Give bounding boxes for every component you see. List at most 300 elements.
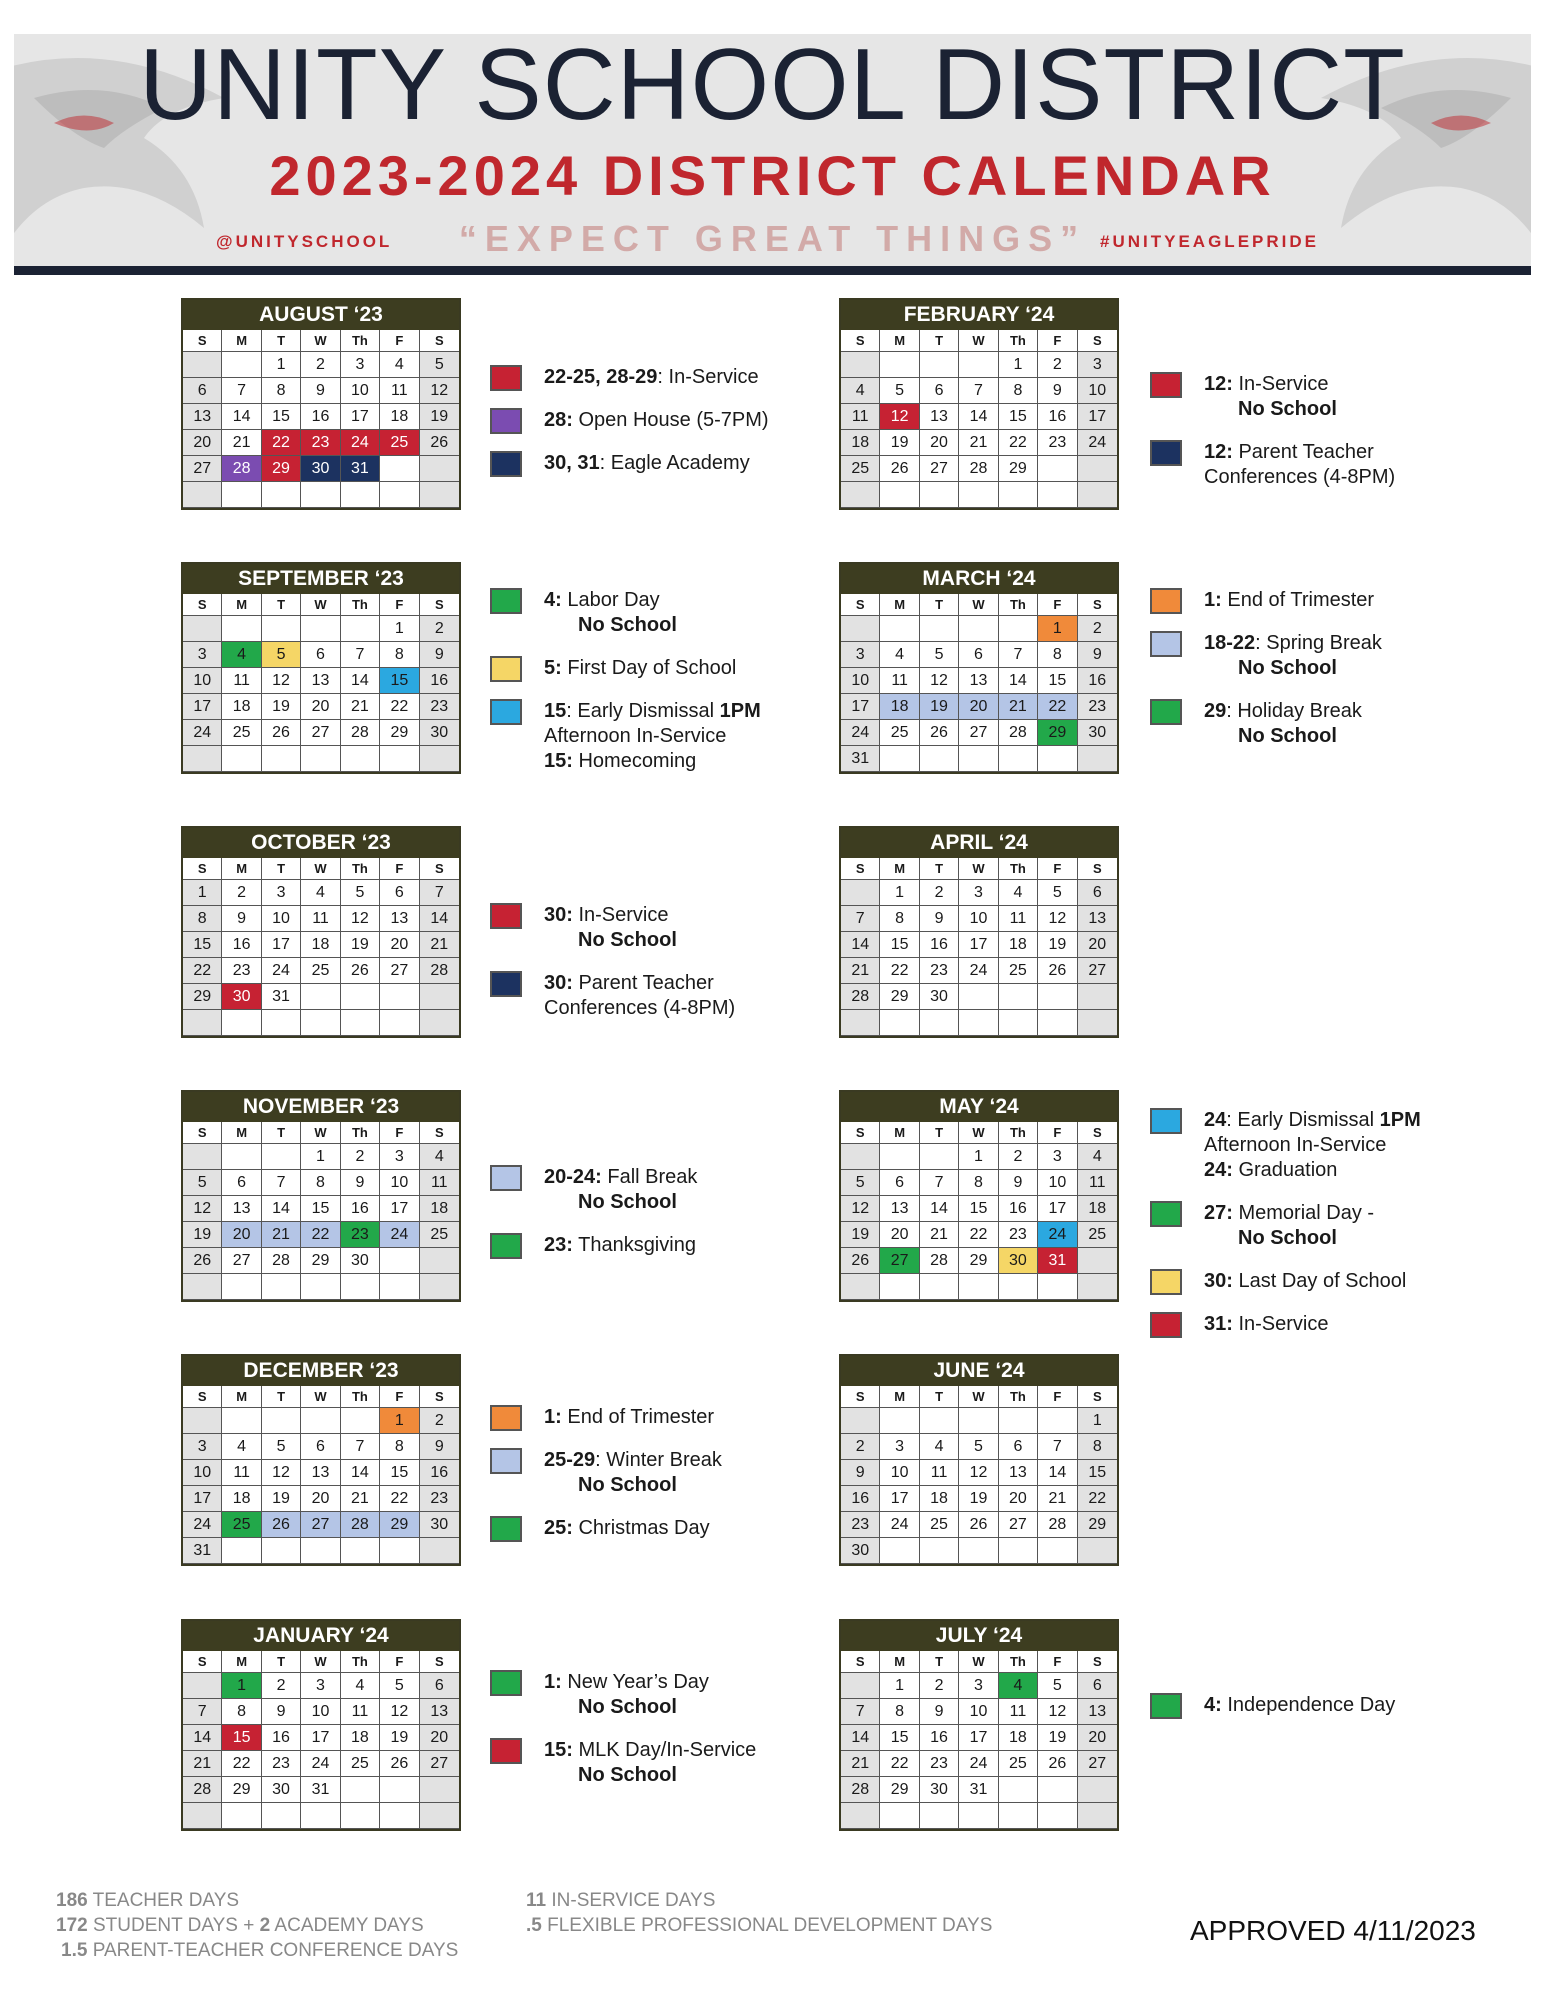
no-school-note: No School [578,1191,677,1213]
empty-cell [1038,482,1077,508]
day-cell: 2 [1078,616,1117,642]
weekday-header: F [380,594,419,616]
weekday-header: M [222,1651,261,1673]
day-cell: 9 [222,906,261,932]
weekday-header: W [959,330,998,352]
legend-line [1204,397,1450,422]
legend-line [544,928,790,953]
empty-cell [301,1010,340,1036]
legend-item [1150,1693,1450,1718]
day-cell: 1 [183,880,222,906]
day-cell: 29 [301,1248,340,1274]
day-cell: 22 [380,1486,419,1512]
month-calendar [181,826,461,1038]
day-cell: 14 [341,668,380,694]
month-legend [1150,372,1450,508]
legend-text: Labor Day [561,589,660,611]
day-cell: 26 [341,958,380,984]
empty-cell [420,1777,459,1803]
legend-line [544,613,790,638]
month-title: FEBRUARY ‘24 [841,300,1117,330]
day-cell: 3 [1078,352,1117,378]
day-cell: 16 [420,668,459,694]
empty-cell [959,1803,998,1829]
month-grid [183,1651,459,1829]
day-cell: 19 [262,694,301,720]
empty-cell [183,1408,222,1434]
day-cell: 10 [380,1170,419,1196]
empty-cell [341,1274,380,1300]
day-cell: 10 [959,1699,998,1725]
legend-text: : Eagle Academy [599,452,750,474]
day-cell: 12 [920,668,959,694]
day-cell: 5 [880,378,919,404]
empty-cell [183,1144,222,1170]
day-cell: 1 [880,1673,919,1699]
legend-swatch [490,1516,522,1542]
legend-date: 4: [1204,1694,1222,1716]
legend-emphasis: 1PM [1379,1109,1421,1131]
weekday-header: S [1078,1122,1117,1144]
empty-cell [880,1803,919,1829]
empty-cell [262,1144,301,1170]
day-cell: 12 [880,404,919,430]
legend-item [490,1670,790,1720]
empty-cell [1038,746,1077,772]
day-cell: 7 [262,1170,301,1196]
day-cell: 30 [920,984,959,1010]
empty-cell [341,1010,380,1036]
empty-cell [841,1673,880,1699]
day-cell: 8 [999,378,1038,404]
day-cell: 2 [920,1673,959,1699]
legend-text: Afternoon In-Service [544,725,727,747]
day-cell: 11 [999,1699,1038,1725]
empty-cell [380,456,419,482]
day-cell: 13 [1078,1699,1117,1725]
day-cell: 23 [420,1486,459,1512]
day-cell: 29 [380,720,419,746]
day-cell: 4 [1078,1144,1117,1170]
flex-days-label: FLEXIBLE PROFESSIONAL DEVELOPMENT DAYS [541,1915,993,1936]
legend-date: 31: [1204,1313,1233,1335]
day-cell: 19 [841,1222,880,1248]
day-cell: 20 [1078,932,1117,958]
legend-date: 15: [544,1739,573,1761]
legend-text: Conferences (4-8PM) [1204,466,1396,488]
empty-cell [341,1803,380,1829]
inservice-days-count: 11 [526,1890,547,1911]
day-cell: 28 [341,720,380,746]
day-cell: 10 [1038,1170,1077,1196]
legend-swatch [490,1670,522,1696]
empty-cell [222,482,261,508]
day-cell: 31 [959,1777,998,1803]
empty-cell [999,1803,1038,1829]
weekday-header: S [841,594,880,616]
day-cell: 16 [420,1460,459,1486]
weekday-header: S [420,1122,459,1144]
empty-cell [841,482,880,508]
weekday-header: Th [999,330,1038,352]
day-cell: 10 [1078,378,1117,404]
day-cell: 8 [1038,642,1077,668]
weekday-header: S [1078,1651,1117,1673]
legend-date: 24: [1204,1159,1233,1181]
legend-swatch [1150,1693,1182,1719]
legend-swatch [490,451,522,477]
empty-cell [999,1408,1038,1434]
empty-cell [1078,482,1117,508]
weekday-header: F [1038,330,1077,352]
month-calendar [839,562,1119,774]
day-cell: 23 [301,430,340,456]
month-title: DECEMBER ‘23 [183,1356,459,1386]
empty-cell [301,1803,340,1829]
weekday-header: W [959,594,998,616]
weekday-header: T [262,330,301,352]
empty-cell [1078,1010,1117,1036]
weekday-header: Th [999,594,1038,616]
day-cell: 14 [841,1725,880,1751]
weekday-header: M [880,1122,919,1144]
day-cell: 17 [1078,404,1117,430]
day-cell: 12 [1038,1699,1077,1725]
day-cell: 11 [920,1460,959,1486]
day-cell: 25 [880,720,919,746]
day-cell: 23 [1078,694,1117,720]
legend-text: Fall Break [601,1166,698,1188]
day-cell: 27 [880,1248,919,1274]
month-legend [490,365,790,494]
motto: “EXPECT GREAT THINGS” [458,218,1087,259]
day-cell: 17 [380,1196,419,1222]
day-cell: 21 [1038,1486,1077,1512]
month-calendar [839,298,1119,510]
legend-item [490,903,790,953]
weekday-header: M [880,858,919,880]
legend-text: : Holiday Break [1226,700,1362,722]
day-cell: 24 [183,1512,222,1538]
day-cell: 5 [920,642,959,668]
day-cell: 14 [262,1196,301,1222]
day-cell: 27 [380,958,419,984]
no-school-note: No School [1238,657,1337,679]
legend-swatch [490,971,522,997]
day-cell: 1 [999,352,1038,378]
empty-cell [301,1408,340,1434]
month-legend [1150,1108,1450,1355]
day-cell: 12 [183,1196,222,1222]
day-cell: 25 [999,958,1038,984]
day-cell: 3 [1038,1144,1077,1170]
empty-cell [1078,456,1117,482]
weekday-header: S [183,1122,222,1144]
no-school-note: No School [578,614,677,636]
day-cell: 3 [301,1673,340,1699]
day-cell: 3 [841,642,880,668]
day-cell: 16 [1038,404,1077,430]
legend-text: Open House (5-7PM) [572,409,769,431]
day-cell: 4 [222,642,261,668]
day-cell: 23 [920,1751,959,1777]
weekday-header: F [1038,594,1077,616]
legend-line [544,996,790,1021]
month-calendar [839,1354,1119,1566]
day-cell: 20 [880,1222,919,1248]
legend-line [1204,440,1450,465]
legend-text: End of Trimester [561,1406,715,1428]
empty-cell [262,1408,301,1434]
empty-cell [880,1274,919,1300]
day-cell: 18 [999,932,1038,958]
day-cell: 3 [959,880,998,906]
legend-item [490,1738,790,1788]
day-cell: 27 [301,1512,340,1538]
day-cell: 19 [920,694,959,720]
day-cell: 18 [841,430,880,456]
day-cell: 19 [262,1486,301,1512]
legend-line [544,1405,790,1430]
day-cell: 16 [341,1196,380,1222]
teacher-days-label: TEACHER DAYS [87,1890,240,1911]
legend-line [1204,588,1450,613]
legend-swatch [490,903,522,929]
day-cell: 25 [380,430,419,456]
day-cell: 2 [920,880,959,906]
day-cell: 16 [301,404,340,430]
empty-cell [222,1803,261,1829]
weekday-header: F [1038,858,1077,880]
legend-date: 25-29 [544,1449,596,1471]
weekday-header: F [380,1651,419,1673]
legend-text: : Early Dismissal [1226,1109,1380,1131]
empty-cell [301,984,340,1010]
day-cell: 31 [841,746,880,772]
legend-text: Conferences (4-8PM) [544,997,736,1019]
day-cell: 14 [841,932,880,958]
weekday-header: T [262,1651,301,1673]
day-cell: 30 [341,1248,380,1274]
day-cell: 29 [380,1512,419,1538]
ptc-days-label: PARENT-TEACHER CONFERENCE DAYS [87,1940,459,1961]
day-cell: 22 [999,430,1038,456]
day-cell: 4 [222,1434,261,1460]
day-cell: 2 [262,1673,301,1699]
legend-date: 29 [1204,700,1227,722]
day-cell: 20 [959,694,998,720]
empty-cell [999,984,1038,1010]
day-cell: 16 [222,932,261,958]
weekday-header: M [222,1122,261,1144]
empty-cell [222,1408,261,1434]
day-cell: 29 [183,984,222,1010]
empty-cell [920,1274,959,1300]
day-cell: 19 [1038,932,1077,958]
empty-cell [183,482,222,508]
day-cell: 8 [1078,1434,1117,1460]
day-cell: 19 [380,1725,419,1751]
legend-swatch [490,699,522,725]
legend-text: Independence Day [1221,1694,1396,1716]
legend-item [1150,372,1450,422]
legend-date: 30: [544,972,573,994]
legend-line [1204,1158,1450,1183]
day-cell: 12 [420,378,459,404]
empty-cell [420,746,459,772]
empty-cell [420,1248,459,1274]
district-title: UNITY SCHOOL DISTRICT [139,34,1406,141]
empty-cell [420,1803,459,1829]
empty-cell [380,1803,419,1829]
legend-item [490,1233,790,1258]
weekday-header: T [920,858,959,880]
day-cell: 18 [1078,1196,1117,1222]
empty-cell [183,1274,222,1300]
day-cell: 20 [380,932,419,958]
weekday-header: S [420,1651,459,1673]
empty-cell [841,880,880,906]
legend-text: Afternoon In-Service [1204,1134,1387,1156]
empty-cell [262,616,301,642]
day-cell: 10 [841,668,880,694]
empty-cell [262,482,301,508]
day-cell: 10 [341,378,380,404]
day-cell: 28 [420,958,459,984]
day-cell: 13 [959,668,998,694]
day-cell: 5 [1038,880,1077,906]
empty-cell [1038,1538,1077,1564]
day-cell: 4 [380,352,419,378]
day-cell: 25 [222,720,261,746]
no-school-note: No School [1238,725,1337,747]
month-calendar [839,1619,1119,1831]
student-days-count: 172 [56,1915,88,1936]
day-cell: 17 [1038,1196,1077,1222]
day-cell: 15 [999,404,1038,430]
empty-cell [1038,984,1077,1010]
academy-days-label: ACADEMY DAYS [270,1915,424,1936]
day-cell: 24 [183,720,222,746]
day-cell: 26 [959,1512,998,1538]
empty-cell [380,1274,419,1300]
month-grid [183,858,459,1036]
day-cell: 22 [880,1751,919,1777]
month-grid [841,858,1117,1036]
weekday-header: F [1038,1651,1077,1673]
day-cell: 26 [1038,958,1077,984]
day-cell: 19 [1038,1725,1077,1751]
day-cell: 7 [222,378,261,404]
day-cell: 15 [262,404,301,430]
legend-line [544,971,790,996]
day-cell: 13 [920,404,959,430]
day-cell: 18 [301,932,340,958]
weekday-header: W [301,1122,340,1144]
day-cell: 30 [1078,720,1117,746]
day-cell: 6 [1078,1673,1117,1699]
day-cell: 14 [222,404,261,430]
month-grid [841,594,1117,772]
empty-cell [301,616,340,642]
day-cell: 25 [301,958,340,984]
day-cell: 17 [841,694,880,720]
day-cell: 3 [380,1144,419,1170]
weekday-header: S [420,1386,459,1408]
weekday-header: T [920,1386,959,1408]
day-cell: 22 [183,958,222,984]
day-cell: 30 [222,984,261,1010]
legend-text: New Year’s Day [561,1671,709,1693]
day-cell: 8 [222,1699,261,1725]
weekday-header: T [920,1651,959,1673]
legend-swatch [1150,1269,1182,1295]
day-cell: 4 [999,880,1038,906]
legend-item [490,1165,790,1215]
weekday-header: W [301,1651,340,1673]
month-grid [183,330,459,508]
day-cell: 24 [1078,430,1117,456]
month-grid [841,1122,1117,1300]
month-title: SEPTEMBER ‘23 [183,564,459,594]
inservice-days-label: IN-SERVICE DAYS [546,1890,716,1911]
empty-cell [301,1274,340,1300]
empty-cell [1038,1010,1077,1036]
day-cell: 11 [420,1170,459,1196]
day-cell: 17 [959,1725,998,1751]
day-cell: 20 [183,430,222,456]
legend-item [490,1516,790,1541]
day-cell: 9 [1038,378,1077,404]
empty-cell [959,1408,998,1434]
month-grid [183,594,459,772]
day-cell: 7 [183,1699,222,1725]
empty-cell [959,352,998,378]
day-cell: 18 [380,404,419,430]
weekday-header: T [262,858,301,880]
empty-cell [880,1010,919,1036]
day-cell: 2 [301,352,340,378]
legend-swatch [490,1738,522,1764]
legend-date: 5: [544,657,562,679]
day-cell: 18 [222,1486,261,1512]
empty-cell [999,746,1038,772]
day-cell: 13 [880,1196,919,1222]
weekday-header: Th [341,858,380,880]
empty-cell [841,616,880,642]
empty-cell [301,1538,340,1564]
legend-date: 28: [544,409,573,431]
day-cell: 27 [1078,1751,1117,1777]
empty-cell [222,1538,261,1564]
legend-item [1150,1269,1450,1294]
day-cell: 21 [841,1751,880,1777]
empty-cell [841,1010,880,1036]
empty-cell [959,1274,998,1300]
day-cell: 27 [999,1512,1038,1538]
empty-cell [341,1538,380,1564]
month-title: MARCH ‘24 [841,564,1117,594]
day-cell: 18 [420,1196,459,1222]
weekday-header: W [959,1122,998,1144]
empty-cell [880,1538,919,1564]
weekday-header: T [920,1122,959,1144]
legend-item [1150,588,1450,613]
empty-cell [920,352,959,378]
legend-item [1150,440,1450,490]
month-legend [490,1405,790,1559]
day-cell: 27 [222,1248,261,1274]
